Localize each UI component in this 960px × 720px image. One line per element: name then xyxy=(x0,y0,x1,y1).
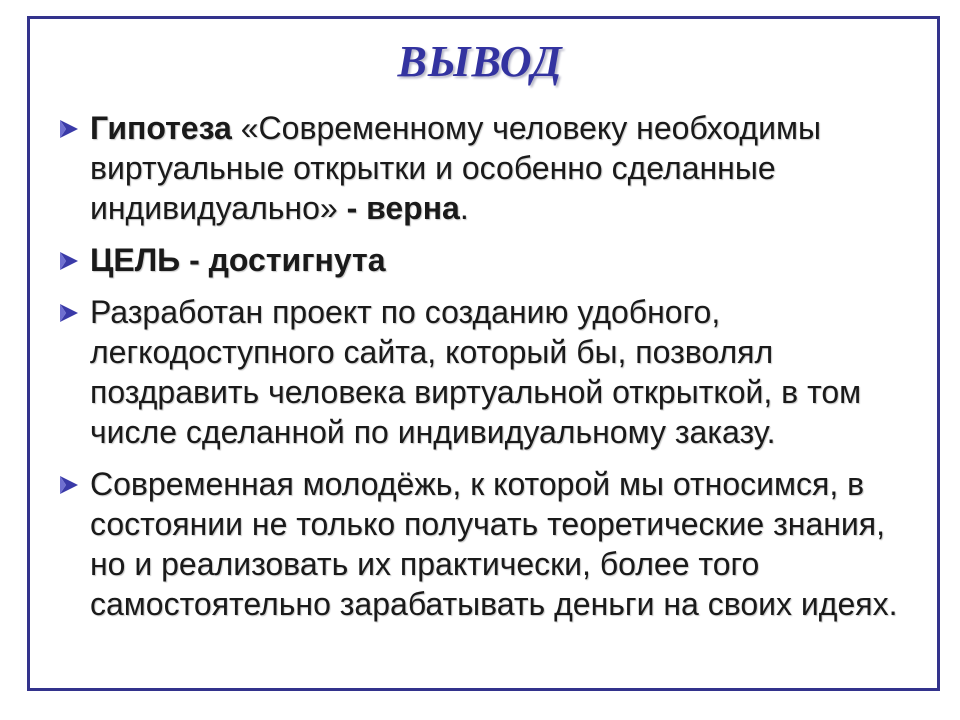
hypothesis-end: . xyxy=(459,190,469,226)
goal-text: ЦЕЛЬ - достигнута xyxy=(90,242,386,278)
hypothesis-verdict: - верна xyxy=(346,190,460,226)
chevron-arrow-icon xyxy=(58,120,78,138)
conclusion-list xyxy=(58,108,898,636)
chevron-arrow-icon xyxy=(58,476,78,494)
chevron-arrow-icon xyxy=(58,304,78,322)
youth-text: Современная молодёжь, к которой мы относимся, в состоянии не только получать теоретические знания, но и реализовать их практически, более того самостоятельно зарабатывать деньги на своих идеях. xyxy=(90,466,898,622)
project-text: Разработан проект по созданию удобного, легкодоступного сайта, который бы, позволял поздравить человека виртуальной открыткой, в том числе сделанной по индивидуальному заказу. xyxy=(90,294,862,450)
list-item-hypothesis xyxy=(58,108,898,228)
list-item-project xyxy=(58,292,898,452)
slide-title: ВЫВОД xyxy=(397,37,563,86)
list-item-goal xyxy=(58,240,898,280)
hypothesis-label: Гипотеза xyxy=(90,110,232,146)
hypothesis-text: «Современному человеку необходимы виртуальные открытки и особенно сделанные индивидуально» xyxy=(90,110,821,226)
list-item-youth xyxy=(58,464,898,624)
chevron-arrow-icon xyxy=(58,252,78,270)
